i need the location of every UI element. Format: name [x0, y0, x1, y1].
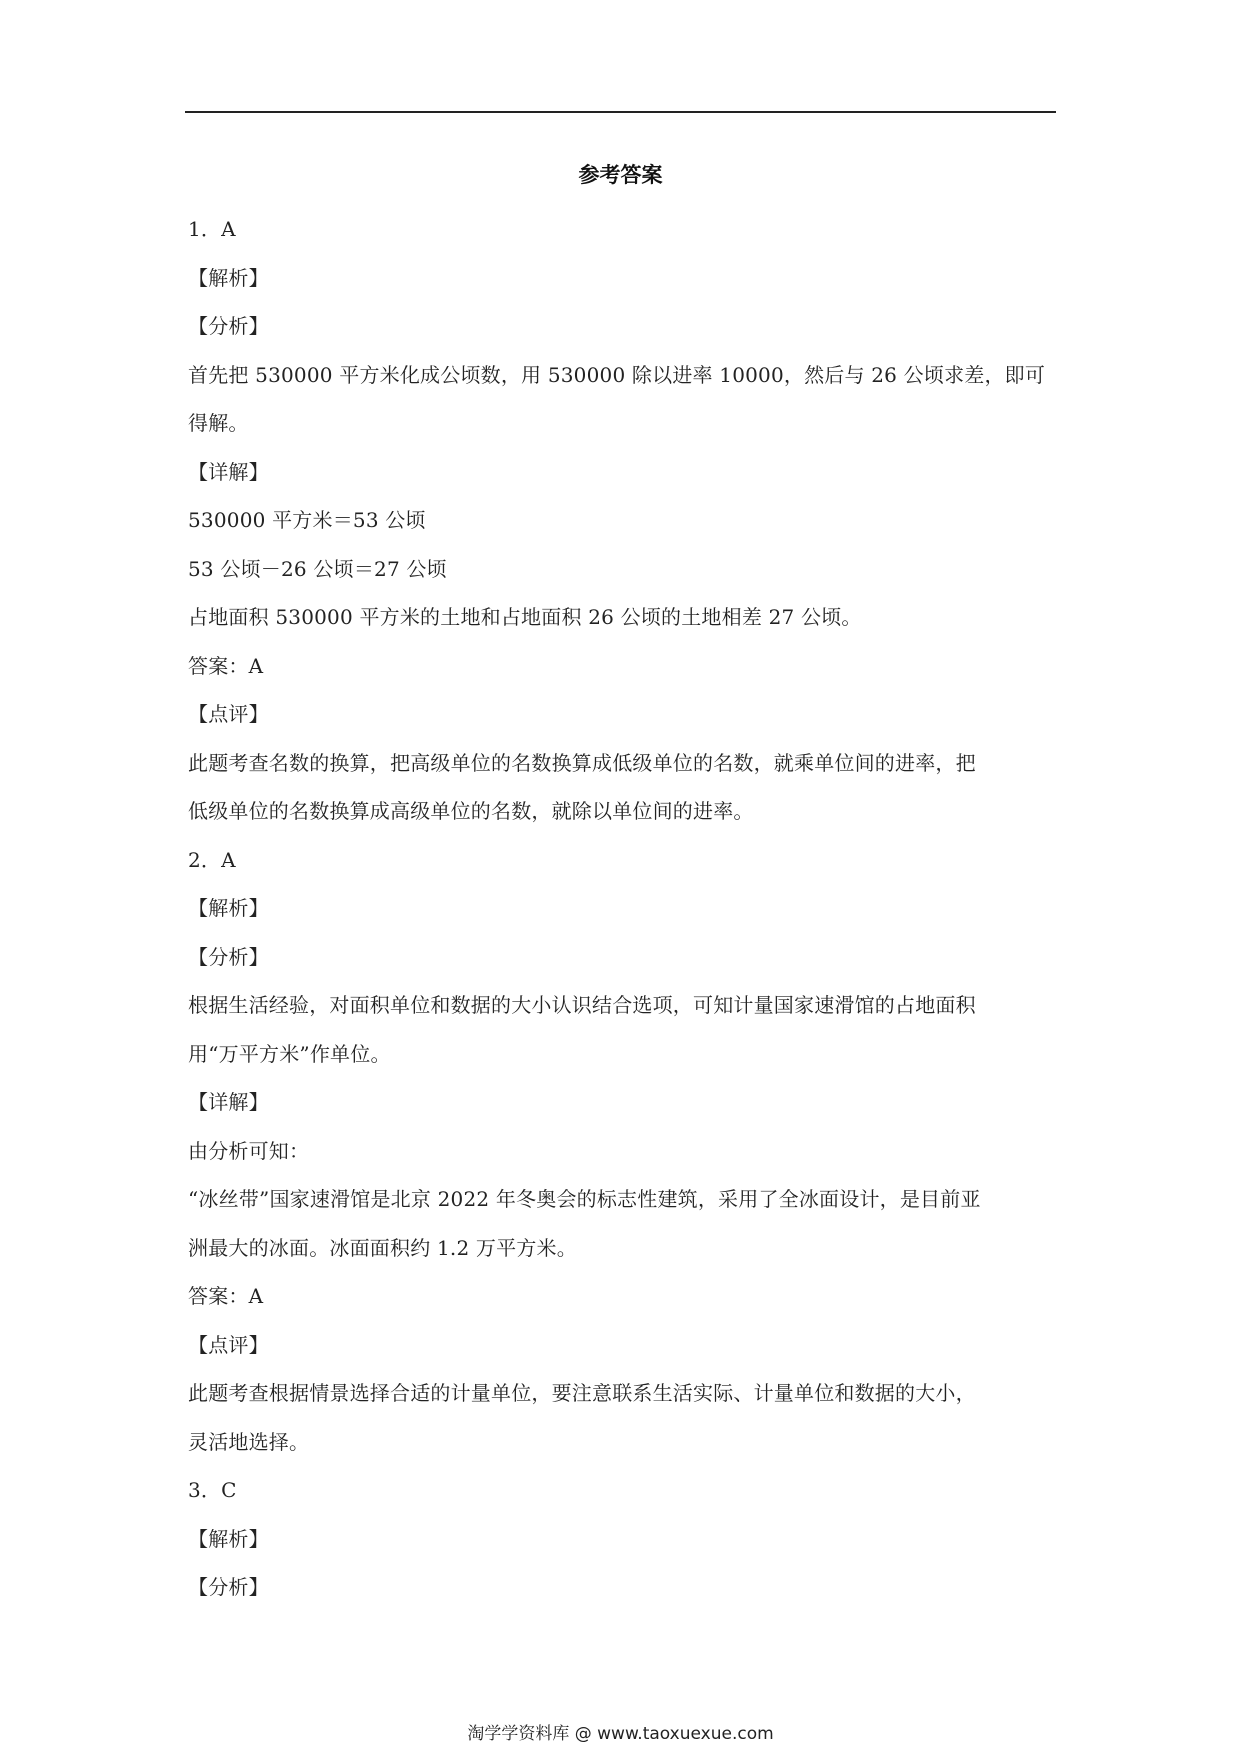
paragraph-line: 洲最大的冰面。冰面面积约 1.2 万平方米。: [188, 1235, 577, 1260]
paragraph-line: 此题考查根据情景选择合适的计量单位，要注意联系生活实际、计量单位和数据的大小，: [188, 1381, 976, 1405]
answer-body: [188, 205, 1056, 1612]
page-title: 参考答案: [578, 163, 663, 187]
paragraph-line: 53 公顷－26 公顷＝27 公顷: [188, 556, 447, 581]
paragraph-line: 用“万平方米”作单位。: [188, 1041, 391, 1066]
paragraph-line: 由分析可知：: [188, 1138, 310, 1163]
answer-number: 3．C: [188, 1478, 237, 1502]
section-heading: 【解析】: [188, 1526, 269, 1551]
section-heading: 【分析】: [188, 1575, 269, 1599]
answer-line: 答案：A: [188, 1284, 264, 1308]
paragraph-line: 灵活地选择。: [188, 1429, 310, 1454]
paragraph-line: 首先把 530000 平方米化成公顷数，用 530000 除以进率 10000，然后与 26 公顷求差，即可: [188, 362, 1046, 387]
paragraph-line: “冰丝带”国家速滑馆是北京 2022 年冬奥会的标志性建筑，采用了全冰面设计，是目前亚: [188, 1187, 981, 1211]
section-heading: 【点评】: [188, 702, 269, 726]
section-heading: 【详解】: [188, 459, 269, 484]
section-heading: 【分析】: [188, 944, 269, 969]
section-heading: 【解析】: [188, 896, 269, 920]
paragraph-line: 根据生活经验，对面积单位和数据的大小认识结合选项，可知计量国家速滑馆的占地面积: [188, 993, 976, 1017]
section-heading: 【解析】: [188, 265, 269, 290]
paragraph-line: 低级单位的名数换算成高级单位的名数，就除以单位间的进率。: [188, 799, 754, 823]
paragraph-line: 此题考查名数的换算，把高级单位的名数换算成低级单位的名数，就乘单位间的进率，把: [188, 750, 976, 775]
header-rule: [185, 111, 1056, 113]
section-heading: 【点评】: [188, 1332, 269, 1357]
answer-line: 答案：A: [188, 653, 264, 678]
paragraph-line: 530000 平方米＝53 公顷: [188, 508, 426, 532]
section-heading: 【分析】: [188, 314, 269, 338]
answer-number: 2．A: [188, 847, 236, 872]
footer-watermark: 淘学学资料库 @ www.taoxuexue.com: [467, 1724, 774, 1744]
paragraph-line: 占地面积 530000 平方米的土地和占地面积 26 公顷的土地相差 27 公顷。: [188, 605, 862, 629]
section-heading: 【详解】: [188, 1090, 269, 1114]
paragraph-line: 得解。: [188, 411, 249, 435]
answer-number: 1．A: [188, 217, 236, 241]
